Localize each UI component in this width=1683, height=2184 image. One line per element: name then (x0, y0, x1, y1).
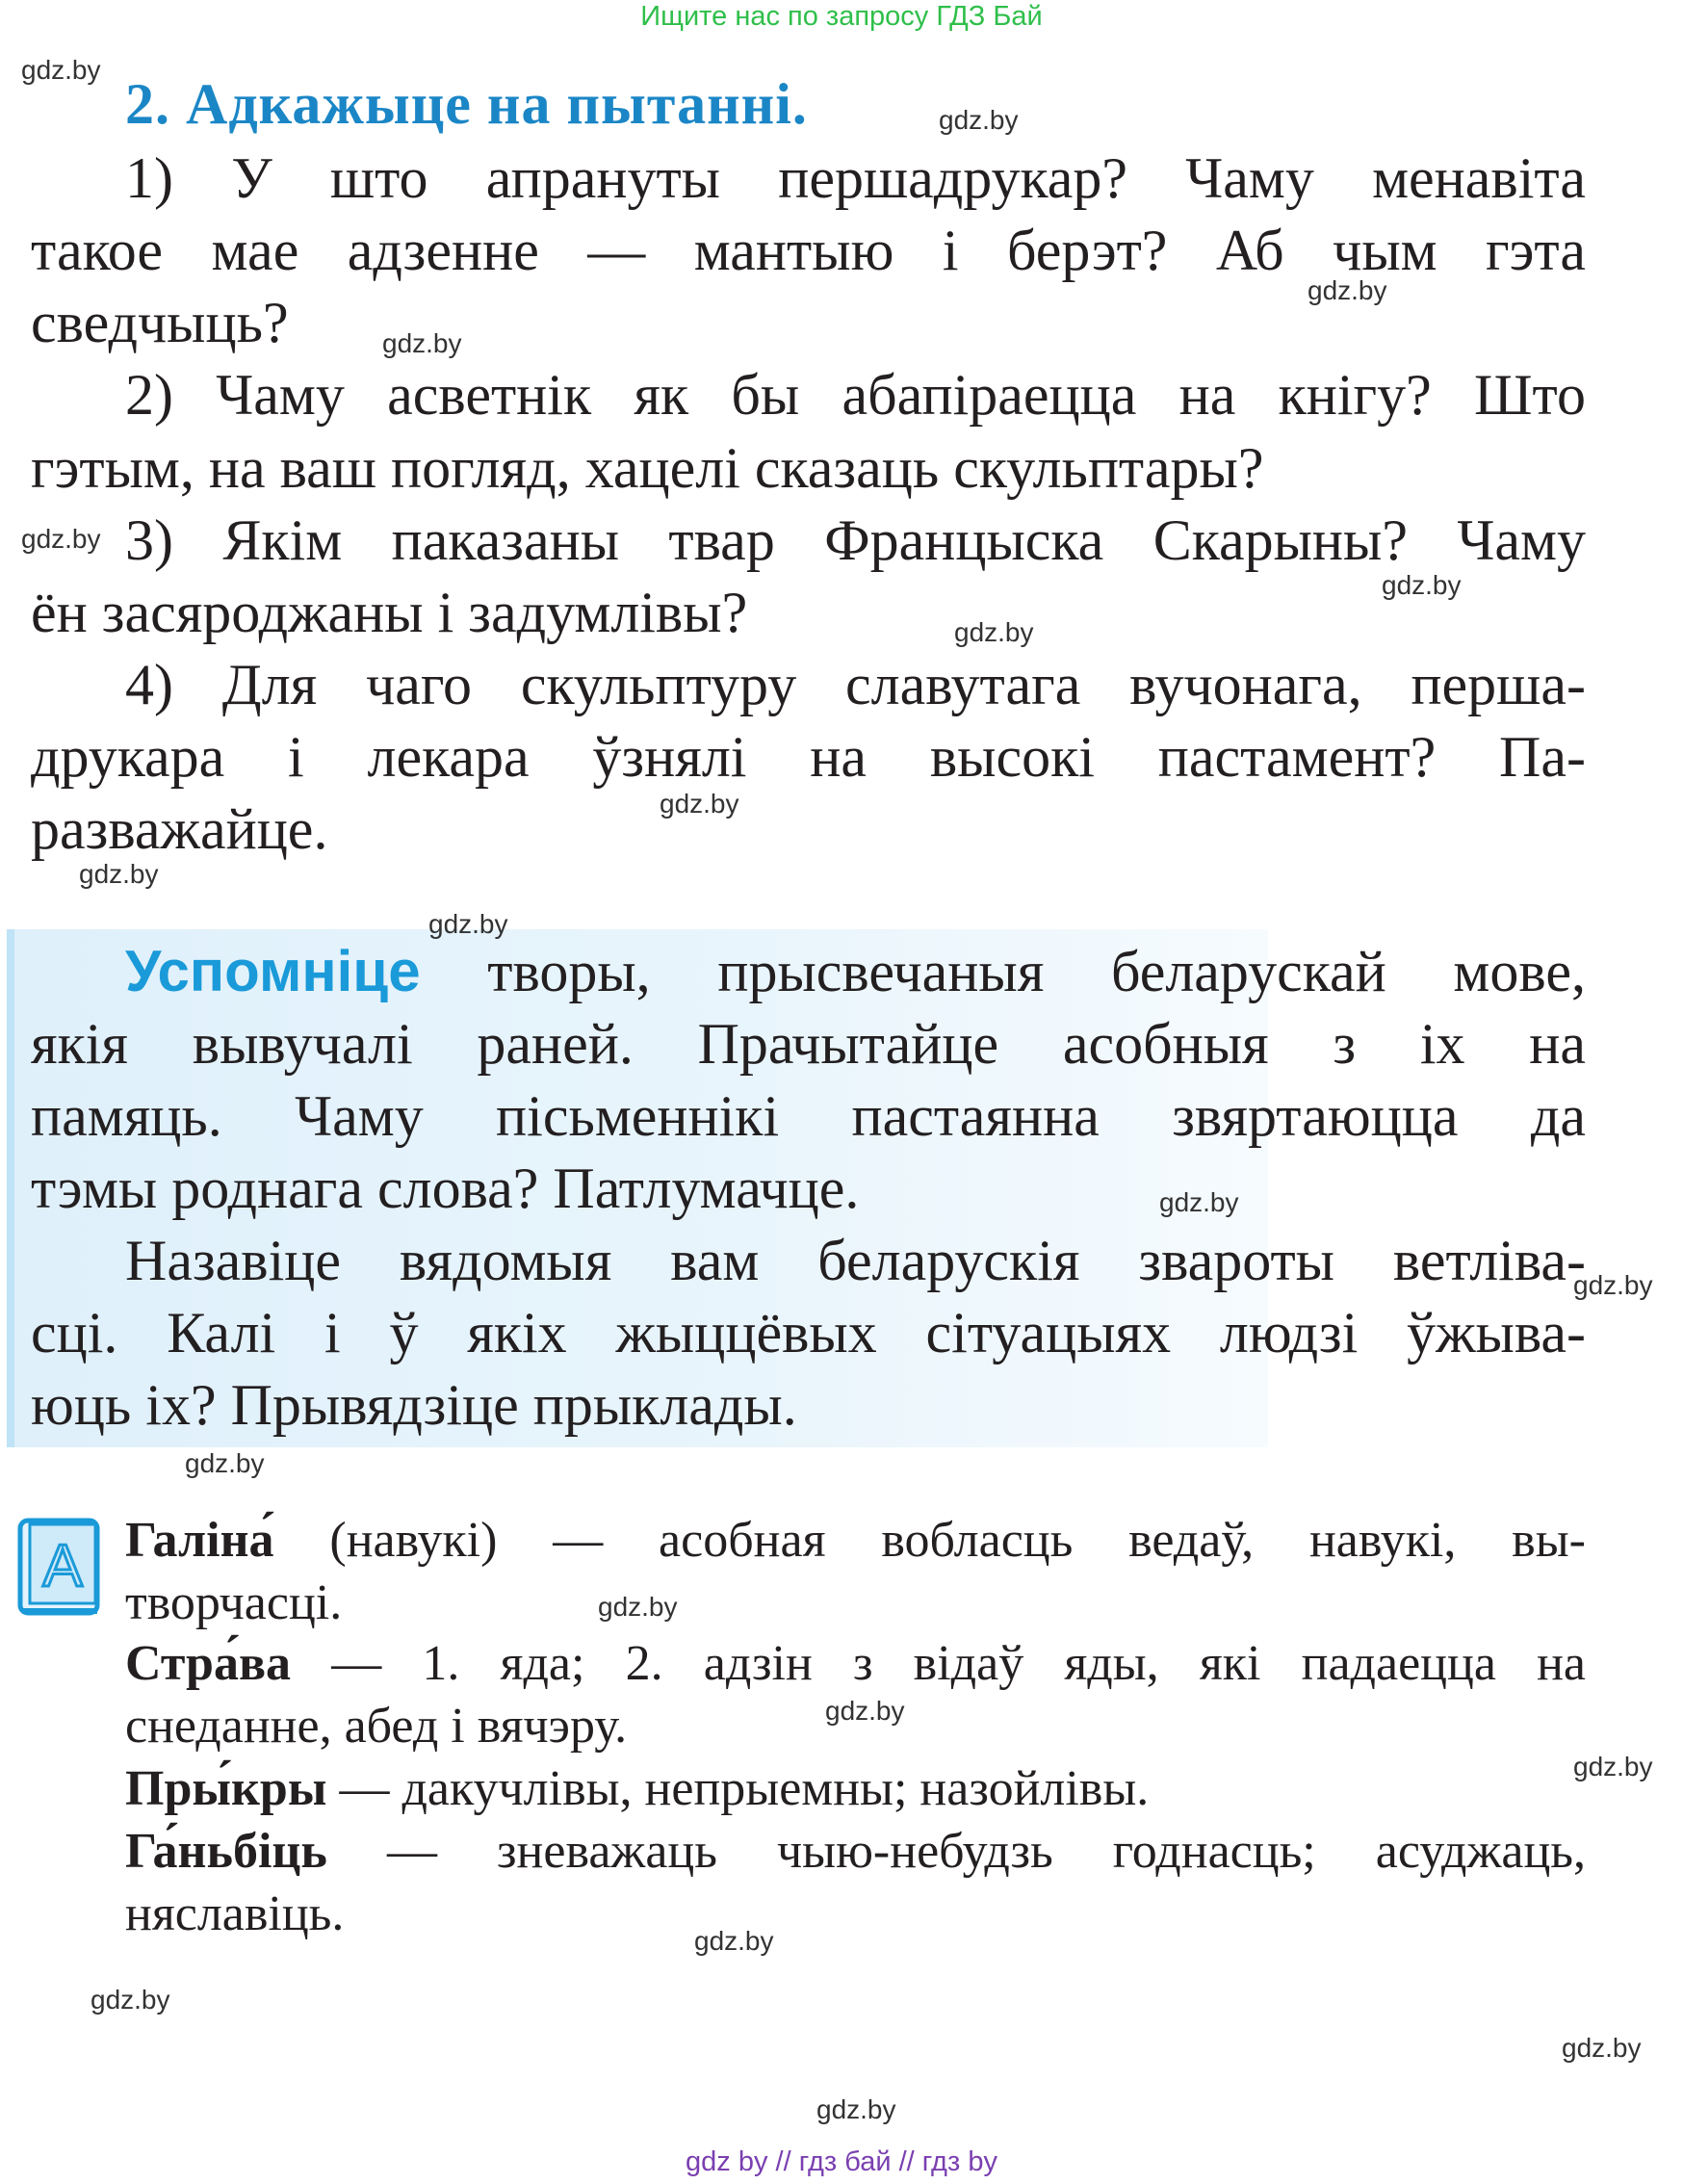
svg-text:A: A (42, 1533, 83, 1599)
task-line: 1) У што апрануты першадрукар? Чаму менавіта (125, 146, 1586, 210)
watermark: gdz.by (428, 909, 508, 939)
reminder-line (125, 938, 1586, 1005)
reminder-box-bar (7, 929, 14, 1447)
glossary-entry-cont: творчасці. (125, 1575, 343, 1630)
reminder-line: Назавіце вядомыя вам беларускія звароты ветліва- (125, 1229, 1586, 1292)
task-line: 2) Чаму асветнік як бы абапіраецца на кнігу? Што (125, 363, 1586, 427)
footer-links[interactable]: gdz by // гдз бай // гдз by (686, 2146, 997, 2177)
watermark: gdz.by (1308, 275, 1387, 305)
reminder-line: юць іх? Прывядзіце прыклады. (31, 1373, 797, 1437)
glossary-term: Стра́ва (125, 1636, 292, 1691)
reminder-text: творы, прысвечаныя беларускай мове, (420, 940, 1586, 1003)
watermark: gdz.by (91, 1985, 170, 2015)
watermark: gdz.by (598, 1592, 678, 1622)
reminder-line: сці. Калі і ў якіх жыццёвых сітуацыях людзі ўжыва- (31, 1301, 1586, 1365)
watermark: gdz.by (1573, 1752, 1653, 1781)
watermark: gdz.by (660, 789, 739, 819)
task-title: 2. Адкажыце на пытанні. (125, 72, 808, 136)
glossary-term: Пры́кры (125, 1761, 327, 1816)
task-line: разважайце. (31, 797, 328, 861)
reminder-line: тэмы роднага слова? Патлумачце. (31, 1157, 860, 1220)
task-line: сведчыць? (31, 291, 289, 354)
dictionary-book-icon (16, 1517, 101, 1623)
task-line: такое мае адзенне — мантыю і берэт? Аб чым гэта (31, 219, 1586, 282)
watermark: gdz.by (21, 524, 101, 554)
glossary-term: Га́ньбіць (125, 1824, 327, 1879)
watermark: gdz.by (1382, 570, 1462, 600)
watermark: gdz.by (79, 859, 159, 889)
reminder-line: якія вывучалі раней. Прачытайце асобныя з іх на (31, 1012, 1586, 1076)
glossary-definition: — 1. яда; 2. адзін з відаў яды, які падаецца на (291, 1636, 1586, 1691)
task-line: ён засяроджаны і задумлівы? (31, 581, 748, 644)
glossary-entry-cont: снеданне, абед і вячэру. (125, 1699, 628, 1754)
glossary-definition: — зневажаць чыю-небудзь годнасць; асуджаць, (326, 1824, 1586, 1879)
watermark: gdz.by (1573, 1270, 1653, 1300)
watermark: gdz.by (694, 1926, 774, 1956)
watermark: gdz.by (816, 2094, 896, 2124)
watermark: gdz.by (21, 55, 101, 85)
glossary-entry-cont: няславіць. (125, 1886, 345, 1941)
watermark: gdz.by (382, 328, 462, 358)
glossary-entry (125, 1760, 1586, 1818)
task-line: 3) Якім паказаны твар Францыска Скарыны? Чаму (125, 508, 1586, 572)
task-line: друкара і лекара ўзнялі на высокі пастамент? Па- (31, 725, 1586, 789)
search-hint-banner: Ищите нас по запросу ГДЗ Бай (640, 1, 1043, 32)
reminder-keyword: Успомніце (125, 939, 421, 1003)
glossary-entry (125, 1512, 1586, 1570)
watermark: gdz.by (185, 1448, 265, 1478)
glossary-definition: (навукі) — асобная вобласць ведаў, навукі, вы- (273, 1513, 1586, 1568)
task-line: 4) Для чаго скульптуру славутага вучонага, перша- (125, 653, 1586, 716)
glossary-entry (125, 1823, 1586, 1881)
glossary-entry (125, 1635, 1586, 1693)
watermark: gdz.by (1562, 2033, 1642, 2063)
watermark: gdz.by (954, 617, 1034, 647)
glossary-term: Галіна́ (125, 1513, 274, 1568)
task-line: гэтым, на ваш погляд, хацелі сказаць скульптары? (31, 436, 1264, 500)
watermark: gdz.by (939, 105, 1019, 135)
watermark: gdz.by (1159, 1187, 1239, 1217)
glossary-definition: — дакучлівы, непрыемны; назойлівы. (326, 1761, 1150, 1816)
watermark: gdz.by (825, 1696, 905, 1726)
reminder-line: памяць. Чаму пісьменнікі пастаянна звяртаюцца да (31, 1084, 1586, 1148)
